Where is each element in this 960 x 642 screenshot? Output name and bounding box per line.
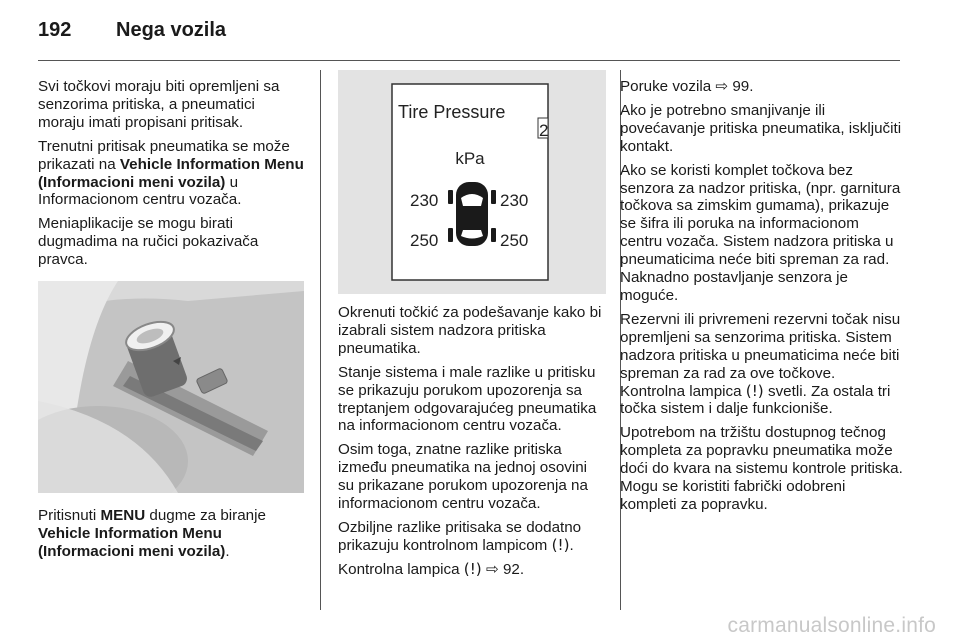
column-1 [38,78,304,567]
column-divider-1 [320,70,321,610]
paragraph [620,311,904,418]
paragraph [338,519,606,555]
paragraph [38,507,304,561]
page-header [38,19,226,42]
tire-pressure-display-illustration [338,70,606,294]
paragraph: Stanje sistema i male razlike u pritisku se prikazuju porukom upozorenja sa treptanjem odgovarajućeg pneumatika na informacionom centru vozača. [338,363,597,435]
paragraph: Svi točkovi moraju biti opremljeni sa senzorima pritiska, a pneumatici moraju imati propisani pritisak. [38,78,280,131]
text: svetli. Za ostala tri točka sistem i dalje funkcioniše. [620,382,891,418]
paragraph: Osim toga, znatne razlike pritiska između pneumatika na jednoj osovini su prikazane porukom upozorenja na informacionom centru vozača. [338,441,588,513]
front-left-pressure: 230 [410,191,439,210]
paragraph: Meniaplikacije se mogu birati dugmadima na ručici pokazivača pravca. [38,215,259,269]
text: Trenutni pritisak pneumatika se može prikazati na [38,137,290,173]
text: dugme za biranje [145,507,266,525]
tpms-warning-icon: (!) [745,381,764,400]
reference-arrow-icon: ⇨ [485,559,499,578]
column-3 [620,78,904,520]
display-title: Tire Pressure [398,102,506,122]
text: . [225,542,230,560]
watermark: carmanualsonline.info [727,614,936,637]
text: Pritisnuti [38,507,101,525]
header-rule [38,60,900,61]
tpms-warning-icon: (!) [551,535,570,554]
text: . [569,536,574,554]
rear-left-pressure: 250 [410,231,439,250]
page-reference: 99. [732,78,754,95]
page-reference: 92. [502,560,525,578]
paragraph: Ako je potrebno smanjivanje ili povećavanje pritiska pneumatika, isključiti kontakt. [620,101,902,155]
display-unit: kPa [455,149,485,168]
text: u Informacionom centru vozača. [38,173,242,209]
text: Rezervni ili privremeni rezervni točak nisu opremljeni sa senzorima pritiska. Sistem nadzora pritiska u pneumaticima neće biti spreman za rad za ove točkove. Kontrolna lampica [620,310,901,400]
rear-right-pressure: 250 [500,231,529,250]
paragraph [338,561,606,579]
paragraph [620,78,904,96]
menu-name: Vehicle Information Menu (Informacioni meni vozila) [38,524,226,560]
front-right-pressure: 230 [500,191,529,210]
paragraph: Okrenuti točkić za podešavanje kako bi izabrali sistem nadzora pritiska pneumatika. [338,304,602,357]
display-page-indicator: 2 [539,121,549,140]
column-2 [338,70,606,585]
paragraph: Upotrebom na tržištu dostupnog tečnog kompleta za popravku pneumatika može doći do kvara na sistemu kontrole pritiska. Mogu se koristiti fabrički odobreni kompleti za popravku. [620,424,903,513]
menu-name: Vehicle Information Menu (Informacioni meni vozila) [38,155,304,191]
page-number: 192 [38,19,72,41]
reference-arrow-icon: ⇨ [715,77,729,95]
text: Poruke vozila [620,78,716,95]
menu-button-name: MENU [100,507,146,525]
page-title: Nega vozila [116,19,227,41]
paragraph [38,138,304,210]
turn-signal-lever-photo [38,281,304,493]
text: Kontrolna lampica [338,560,464,578]
tpms-warning-icon: (!) [463,559,482,578]
text: Ozbiljne razlike pritisaka se dodatno prikazuju kontrolnom lampicom [338,518,582,554]
paragraph: Ako se koristi komplet točkova bez senzora za nadzor pritiska, (npr. garnitura točkova sa zimskim gumama), prikazuje se šifra ili poruka na informacionom centru vozača. Sistem nadzora pritiska u pneumaticima neće biti spreman za rad. Naknadno postavljanje senzora je moguće. [620,161,901,304]
